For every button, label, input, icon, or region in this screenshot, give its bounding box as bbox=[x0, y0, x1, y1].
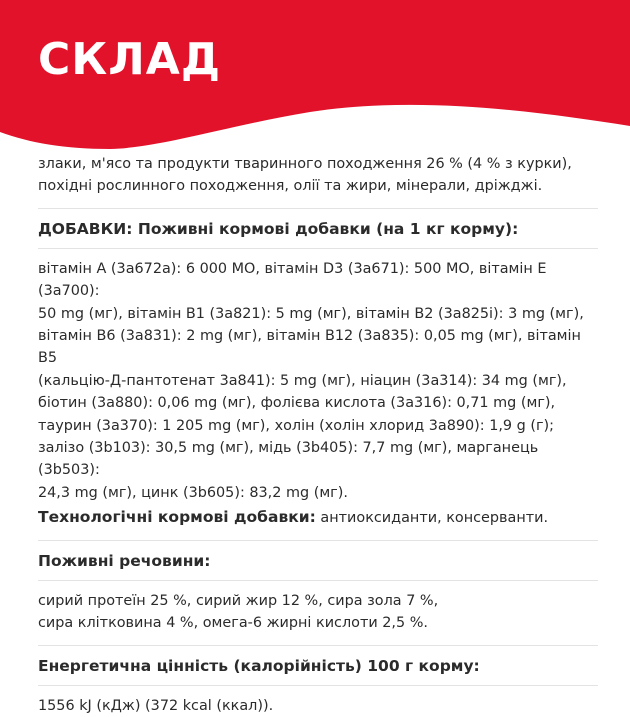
divider bbox=[38, 208, 598, 209]
page-title: СКЛАД bbox=[38, 34, 222, 85]
nutrients-line: сира клітковина 4 %, омега-6 жирні кислоти 2,5 %. bbox=[38, 615, 428, 632]
ingredients-content bbox=[38, 153, 598, 717]
additives-line: таурин (3а370): 1 205 mg (мг), холін (холін хлорид 3а890): 1,9 g (г); bbox=[38, 417, 555, 434]
composition-text bbox=[38, 153, 598, 198]
additives-line: біотин (3а880): 0,06 mg (мг), фолієва кислота (3а316): 0,71 mg (мг), bbox=[38, 395, 556, 412]
divider bbox=[38, 540, 598, 541]
tech-additives bbox=[38, 506, 598, 529]
additives-line: (кальцію-Д-пантотенат 3а841): 5 mg (мг), ніацин (3а314): 34 mg (мг), bbox=[38, 372, 567, 389]
energy-line: 1556 kJ (кДж) (372 kcal (ккал)). bbox=[38, 697, 274, 714]
divider bbox=[38, 685, 598, 686]
additives-heading: ДОБАВКИ: Поживні кормові добавки (на 1 кг корму): bbox=[38, 219, 519, 238]
composition-line: злаки, м'ясо та продукти тваринного походження 26 % (4 % з курки), bbox=[38, 156, 572, 172]
additives-line: 50 mg (мг), вітамін В1 (3а821): 5 mg (мг), вітамін В2 (3а825і): 3 mg (мг), bbox=[38, 305, 584, 322]
nutrients-heading: Поживні речовини: bbox=[38, 551, 211, 570]
additives-line: вітамін А (3а672а): 6 000 МО, вітамін D3 (3а671): 500 МО, вітамін Е (3а700): bbox=[38, 260, 547, 300]
divider bbox=[38, 645, 598, 646]
header-banner bbox=[0, 0, 630, 160]
additives-line: вітамін В6 (3а831): 2 mg (мг), вітамін В12 (3а835): 0,05 mg (мг), вітамін В5 bbox=[38, 328, 581, 367]
additives-line: залізо (3b103): 30,5 mg (мг), мідь (3b405): 7,7 mg (мг), марганець (3b503): bbox=[38, 440, 539, 479]
additives-line: 24,3 mg (мг), цинк (3b605): 83,2 mg (мг). bbox=[38, 484, 348, 501]
energy-heading: Енергетична цінність (калорійність) 100 г корму: bbox=[38, 656, 480, 675]
composition-line: похідні рослинного походження, олії та жири, мінерали, дріжджі. bbox=[38, 178, 543, 195]
divider bbox=[38, 580, 598, 581]
additives-text bbox=[38, 258, 598, 504]
energy-text bbox=[38, 695, 598, 717]
nutrients-text bbox=[38, 590, 598, 635]
nutrients-line: сирий протеїн 25 %, сирий жир 12 %, сира зола 7 %, bbox=[38, 592, 439, 609]
divider bbox=[38, 248, 598, 249]
tech-additives-label: Технологічні кормові добавки: bbox=[38, 508, 316, 527]
tech-additives-value: антиоксиданти, консерванти. bbox=[315, 510, 549, 527]
